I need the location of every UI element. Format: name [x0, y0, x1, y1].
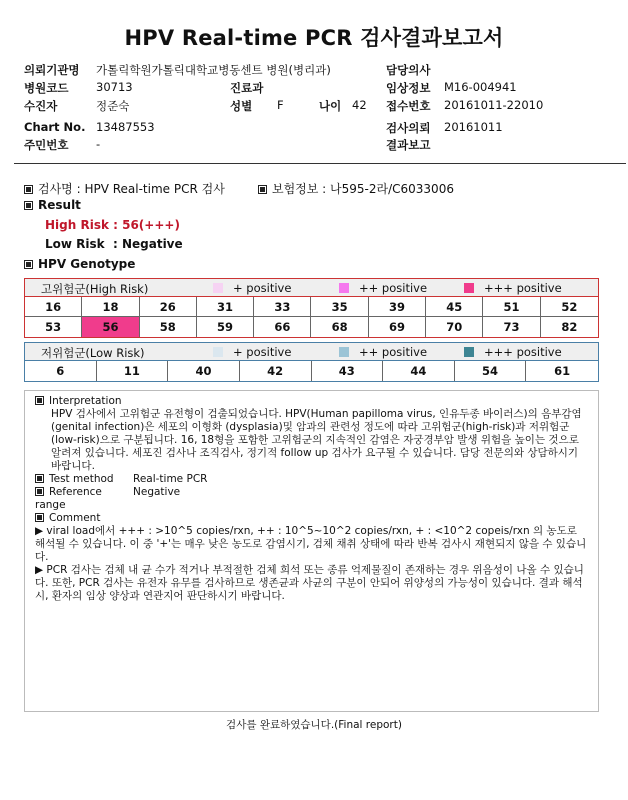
- low-risk-grid: [25, 361, 598, 381]
- low-type-40: 40: [168, 361, 240, 381]
- hospital-code-value: 30713: [96, 80, 133, 94]
- interpretation-text: HPV 검사에서 고위험군 유전형이 검출되었습니다. HPV(Human papilloma virus, 인유두종 바이러스)의 음부감염(genital infection)은 세포의 이형화 (dysplasia)및 암과의 관련성 정도에 따라 고위험군(high-risk)과 저위험군(low-risk)으로 구분됩니다. 16, 18형을 포함한 고위험군의 지속적인 감염은 자궁경부암 발생 위험을 높이는 것으로 알려져 있습니다. 세포진 검사나 조직검사, 정기적 follow up 검사가 요구될 수 있습니다. 담당 전문의와 상담하시기 바랍니다.: [51, 408, 582, 472]
- high-type-51: 51: [483, 297, 540, 317]
- legend-plus-swatch: [213, 347, 223, 357]
- legend-plus2-label: ++ positive: [359, 345, 428, 359]
- report-title: HPV Real-time PCR 검사결과보고서: [124, 26, 504, 50]
- checkbox-icon: [35, 396, 44, 405]
- legend-plus-label: + positive: [233, 345, 292, 359]
- age-label: 나이: [319, 99, 342, 113]
- checkbox-icon: [35, 474, 44, 483]
- low-type-42: 42: [240, 361, 312, 381]
- patient-value: 정준숙: [96, 99, 130, 113]
- low-type-11: 11: [97, 361, 169, 381]
- request-value: 20161011: [444, 120, 503, 134]
- high-type-66: 66: [254, 317, 311, 337]
- high-risk-table: [24, 278, 599, 338]
- high-type-82: 82: [561, 320, 578, 334]
- checkbox-icon: [258, 185, 267, 194]
- high-risk-title: 고위험군(High Risk): [41, 282, 149, 296]
- legend-plus2-label: ++ positive: [359, 281, 428, 295]
- header-divider: [14, 163, 626, 164]
- low-type-44: 44: [383, 361, 455, 381]
- high-type-39: 39: [369, 297, 426, 317]
- checkbox-icon: [24, 185, 33, 194]
- high-type-53: 53: [25, 317, 82, 337]
- high-risk-legend: [25, 279, 598, 297]
- age-value: 42: [352, 98, 367, 112]
- high-type-59: 59: [197, 317, 254, 337]
- high-type-68: 68: [311, 317, 368, 337]
- rrn-label: 주민번호: [24, 138, 69, 152]
- clinical-info-value: M16-004941: [444, 80, 517, 94]
- report-label: 결과보고: [386, 138, 431, 152]
- genotype-heading: HPV Genotype: [24, 257, 135, 271]
- test-method-row: Test method Real-time PCR: [35, 473, 588, 486]
- low-type-43: 43: [312, 361, 384, 381]
- low-type-6: 6: [25, 361, 97, 381]
- high-type-45: 45: [426, 297, 483, 317]
- sex-label: 성별: [230, 99, 253, 113]
- high-type-73: 73: [483, 317, 540, 337]
- checkbox-icon: [35, 487, 44, 496]
- low-risk-legend: [25, 343, 598, 361]
- high-type-33: 33: [254, 297, 311, 317]
- sex-value: F: [277, 98, 284, 112]
- receipt-label: 접수번호: [386, 99, 431, 113]
- legend-plus3-label: +++ positive: [484, 345, 562, 359]
- legend-plus-swatch: [213, 283, 223, 293]
- low-type-61: 61: [554, 364, 571, 378]
- request-label: 검사의뢰: [386, 121, 431, 135]
- legend-plus3-label: +++ positive: [484, 281, 562, 295]
- notes-box: [24, 390, 599, 712]
- institution-label: 의뢰기관명: [24, 63, 80, 77]
- comment-2: ▶ PCR 검사는 검체 내 균 수가 적거나 부적절한 검체 희석 또는 종류 억제물질이 존재하는 경우 위음성이 나올 수 있습니다. 또한, PCR 검사는 유전자 유무를 검사하므로 생존균과 사균의 구분이 안되어 위양성의 가능성이 있습니다. 결과 해석 시, 환자의 임상 양상과 연관지어 판단하시기 바랍니다.: [35, 564, 584, 602]
- result-heading: Result: [24, 198, 81, 212]
- high-type-56: 56: [82, 317, 139, 337]
- patient-label: 수진자: [24, 99, 58, 113]
- legend-plus2-swatch: [339, 283, 349, 293]
- receipt-value: 20161011-22010: [444, 98, 544, 112]
- high-type-52: 52: [541, 297, 598, 317]
- rrn-value: -: [96, 137, 101, 151]
- legend-plus3-swatch: [464, 347, 474, 357]
- checkbox-icon: [24, 260, 33, 269]
- dept-label: 진료과: [230, 81, 264, 95]
- legend-plus2-swatch: [339, 347, 349, 357]
- high-type-18: 18: [82, 297, 139, 317]
- high-risk-result: High Risk : 56(+++): [45, 218, 180, 232]
- checkbox-icon: [24, 201, 33, 210]
- chart-value: 13487553: [96, 120, 155, 134]
- high-type-70: 70: [426, 317, 483, 337]
- high-risk-grid: [25, 297, 598, 337]
- high-type-26: 26: [140, 297, 197, 317]
- clinical-info-label: 임상정보: [386, 81, 431, 95]
- high-type-69: 69: [369, 317, 426, 337]
- chart-label: Chart No.: [24, 120, 86, 134]
- high-type-35: 35: [311, 297, 368, 317]
- doctor-label: 담당의사: [386, 63, 431, 77]
- test-name: 검사명 : HPV Real-time PCR 검사: [24, 180, 225, 197]
- final-report-footer: 검사를 완료하였습니다.(Final report): [226, 719, 402, 731]
- institution-value: 가톨릭학원가톨릭대학교병동센트 병원(병리과): [96, 63, 331, 77]
- high-type-16: 16: [25, 297, 82, 317]
- reference-range-row: Reference range Negative: [35, 486, 181, 511]
- low-type-54: 54: [455, 361, 527, 381]
- legend-plus-label: + positive: [233, 281, 292, 295]
- insurance-info: 보험정보 : 나595-2라/C6033006: [258, 180, 454, 197]
- interpretation-heading: Interpretation: [35, 395, 588, 408]
- comment-heading: Comment: [35, 512, 588, 525]
- comment-1: ▶ viral load에서 +++ : >10^5 copies/rxn, ++ : 10^5~10^2 copies/rxn, + : <10^2 copeis/rxn 의 농도로 해석될 수 있습니다. 이 중 '+'는 매우 낮은 농도로 감염시기, 검체 채취 상태에 따라 반복 검사시 재현되지 않을 수 있습니다.: [35, 525, 587, 563]
- high-type-31: 31: [197, 297, 254, 317]
- low-risk-title: 저위험군(Low Risk): [41, 346, 145, 360]
- legend-plus3-swatch: [464, 283, 474, 293]
- low-risk-result: Low Risk : Negative: [45, 237, 183, 251]
- checkbox-icon: [35, 513, 44, 522]
- low-risk-table: [24, 342, 599, 382]
- high-type-58: 58: [140, 317, 197, 337]
- hospital-code-label: 병원코드: [24, 81, 69, 95]
